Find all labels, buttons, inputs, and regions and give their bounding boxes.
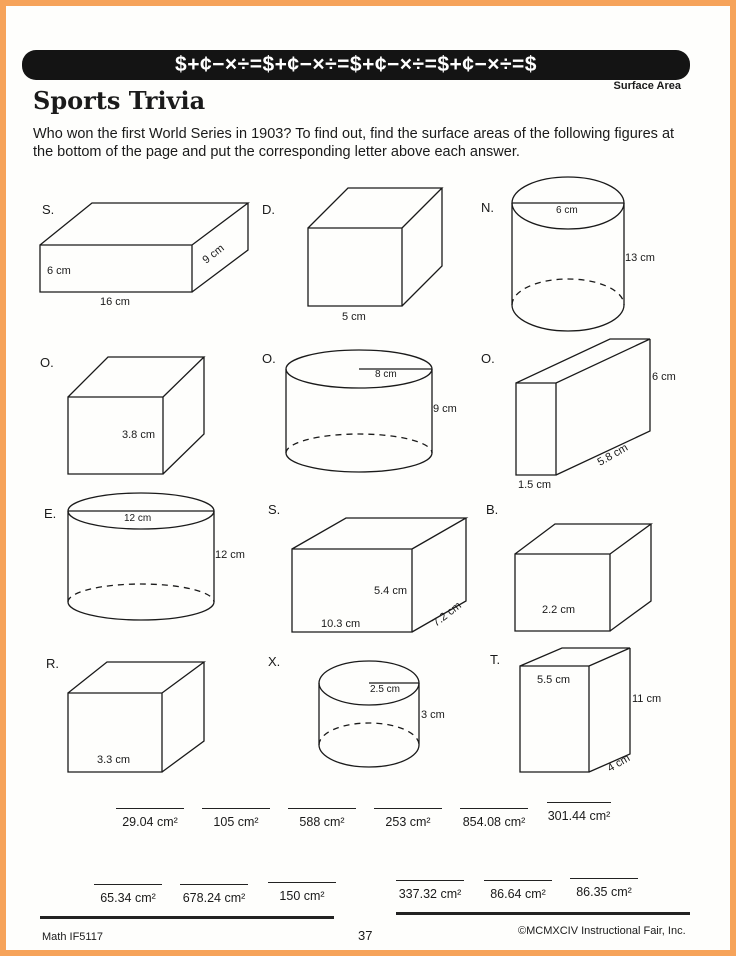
footer-rule-right (396, 912, 690, 915)
figure-t (490, 648, 661, 775)
answer-value: 29.04 cm² (122, 815, 178, 829)
figure-x (268, 654, 445, 767)
dimension-label: 6 cm (556, 205, 578, 216)
copyright: ©MCMXCIV Instructional Fair, Inc. (518, 925, 686, 937)
answer-value: 86.64 cm² (490, 887, 546, 901)
dimension-label: 7.2 cm (430, 599, 464, 630)
answer-blank[interactable] (262, 882, 342, 903)
answer-value: 65.34 cm² (100, 891, 156, 905)
answer-blank[interactable] (564, 878, 644, 899)
answer-blank[interactable] (88, 884, 168, 905)
figure-r (46, 656, 204, 772)
answer-blank[interactable] (390, 880, 470, 901)
page-number: 37 (358, 928, 373, 943)
figure-letter: O. (481, 351, 495, 366)
figure-letter: E. (44, 506, 57, 521)
dimension-label: 3.8 cm (122, 429, 156, 441)
answer-value: 105 cm² (213, 815, 259, 829)
figure-letter: B. (486, 502, 499, 517)
answer-value: 301.44 cm² (547, 809, 611, 823)
dimension-label: 5.4 cm (374, 585, 408, 597)
instructions: Who won the first World Series in 1903? To find out, find the surface areas of the following figures at the bottom of the page and put the corresponding letter above each answer. (33, 126, 675, 160)
answer-value: 854.08 cm² (462, 815, 526, 829)
answer-blank[interactable] (196, 808, 276, 829)
answer-blank[interactable] (282, 808, 362, 829)
dimension-label: 16 cm (100, 296, 130, 308)
answer-value: 86.35 cm² (576, 885, 632, 899)
answer-blank[interactable] (541, 802, 617, 823)
figure-letter: R. (46, 656, 59, 671)
figure-letter: O. (40, 355, 54, 370)
figure-s1 (40, 202, 248, 308)
answer-blank[interactable] (454, 808, 534, 829)
footer-rule-left (40, 916, 334, 919)
figure-letter: T. (490, 652, 501, 667)
dimension-label: 9 cm (433, 403, 457, 415)
math-symbols-banner: $+¢−×÷=$+¢−×÷=$+¢−×÷=$+¢−×÷=$ (22, 50, 690, 80)
figure-e (44, 493, 245, 620)
figure-letter: S. (42, 202, 55, 217)
footer-code: Math IF5117 (42, 931, 103, 943)
figure-d (262, 188, 442, 323)
answer-blank[interactable] (174, 884, 254, 905)
figure-letter: D. (262, 202, 275, 217)
dimension-label: 5.5 cm (537, 674, 571, 686)
dimension-label: 2.5 cm (370, 684, 401, 695)
dimension-label: 11 cm (632, 693, 662, 705)
figure-s2 (268, 502, 466, 632)
figure-o3 (481, 339, 676, 491)
dimension-label: 8 cm (375, 369, 397, 380)
dimension-label: 4 cm (605, 752, 633, 775)
answer-blank[interactable] (478, 880, 558, 901)
dimension-label: 5 cm (342, 311, 366, 323)
answer-value: 678.24 cm² (182, 891, 246, 905)
answer-value: 150 cm² (279, 889, 325, 903)
dimension-label: 9 cm (200, 242, 227, 267)
dimension-label: 2.2 cm (542, 604, 576, 616)
dimension-label: 13 cm (625, 252, 655, 264)
dimension-label: 12 cm (124, 513, 152, 524)
dimension-label: 3 cm (421, 709, 445, 721)
figure-o1 (40, 355, 204, 474)
figure-b (486, 502, 651, 631)
answer-value: 253 cm² (385, 815, 431, 829)
figure-o2 (262, 350, 457, 472)
topic-label: Surface Area (613, 80, 681, 92)
dimension-label: 12 cm (215, 549, 245, 561)
dimension-label: 5.8 cm (595, 441, 631, 469)
answer-value: 588 cm² (299, 815, 345, 829)
dimension-label: 10.3 cm (321, 618, 361, 630)
figure-letter: N. (481, 200, 494, 215)
figure-letter: S. (268, 502, 281, 517)
answer-value: 337.32 cm² (398, 887, 462, 901)
answer-blank[interactable] (368, 808, 448, 829)
figure-n (481, 177, 655, 331)
answer-blank[interactable] (110, 808, 190, 829)
page-title: Sports Trivia (33, 86, 206, 115)
dimension-label: 6 cm (47, 265, 71, 277)
dimension-label: 3.3 cm (97, 754, 131, 766)
figure-letter: O. (262, 351, 276, 366)
dimension-label: 6 cm (652, 371, 676, 383)
figure-letter: X. (268, 654, 281, 669)
dimension-label: 1.5 cm (518, 479, 552, 491)
